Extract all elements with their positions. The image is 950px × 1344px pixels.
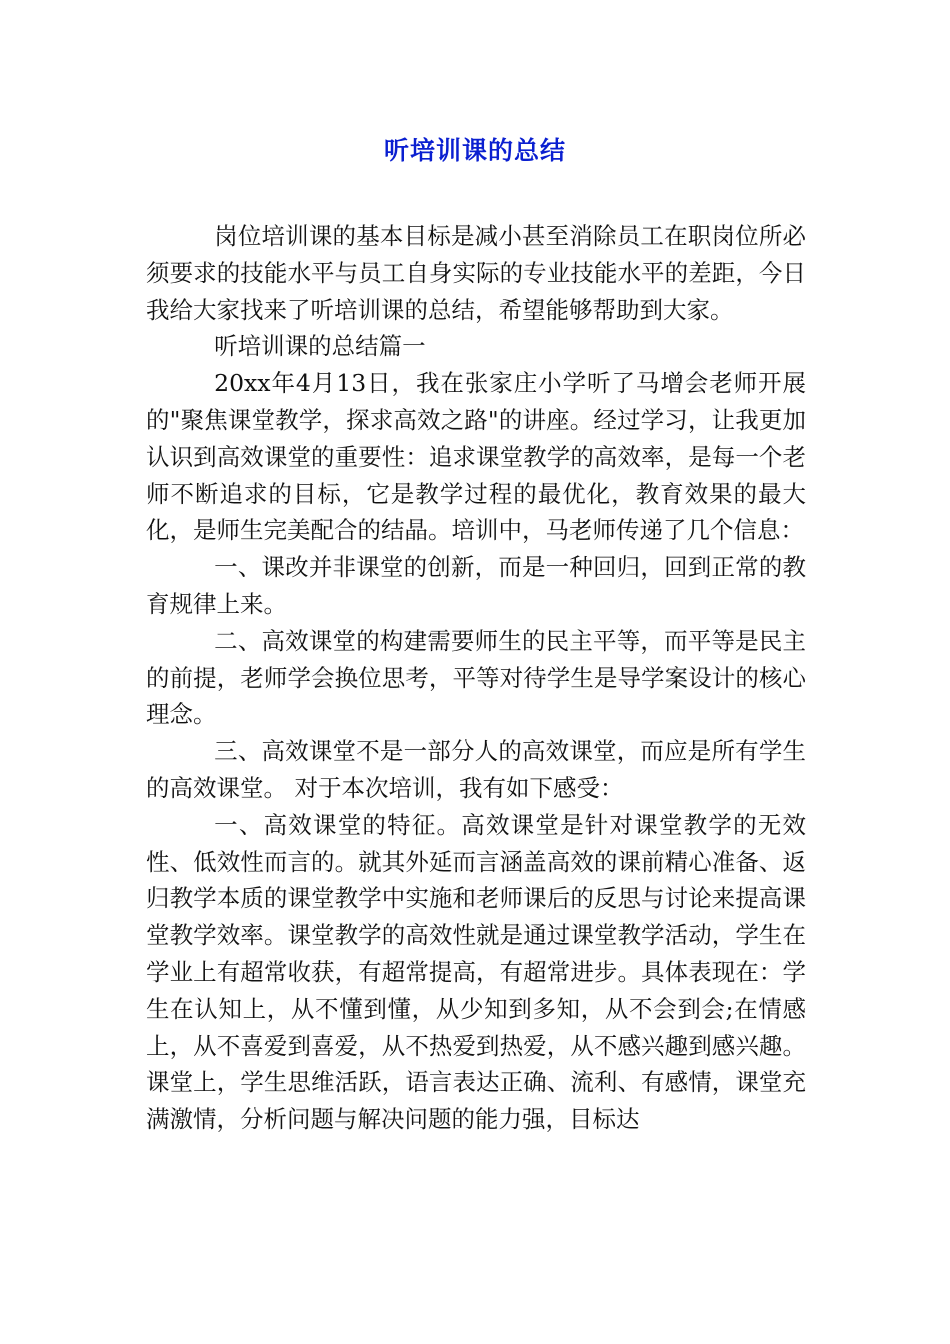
point-paragraph-3: 三、高效课堂不是一部分人的高效课堂，而应是所有学生的高效课堂。 对于本次培训，我有如下感受：: [146, 737, 806, 802]
document-title: 听培训课的总结: [383, 136, 566, 165]
point-paragraph-2: 二、高效课堂的构建需要师生的民主平等，而平等是民主的前提，老师学会换位思考，平等对待学生是导学案设计的核心理念。: [146, 626, 806, 729]
document-body: [146, 218, 806, 1138]
intro-paragraph: 岗位培训课的基本目标是减小甚至消除员工在职岗位所必须要求的技能水平与员工自身实际的专业技能水平的差距，今日我给大家找来了听培训课的总结，希望能够帮助到大家。: [146, 222, 806, 324]
body-paragraph: 20xx年4月13日，我在张家庄小学听了马增会老师开展的"聚焦课堂教学，探求高效之路"的讲座。经过学习，让我更加认识到高效课堂的重要性：追求课堂教学的高效率，是每一个老师不断追求的目标，它是教学过程的最优化，教育效果的最大化，是师生完美配合的结晶。培训中，马老师传递了几个信息：: [146, 369, 806, 545]
feeling-paragraph-1: 一、高效课堂的特征。高效课堂是针对课堂教学的无效性、低效性而言的。就其外延而言涵盖高效的课前精心准备、返归教学本质的课堂教学中实施和老师课后的反思与讨论来提高课堂教学效率。课堂教学的高效性就是通过课堂教学活动，学生在学业上有超常收获，有超常提高，有超常进步。具体表现在：学生在认知上，从不懂到懂，从少知到多知，从不会到会;在情感上，从不喜爱到喜爱，从不热爱到热爱，从不感兴趣到感兴趣。课堂上，学生思维活跃，语言表达正确、流利、有感情，课堂充满激情，分析问题与解决问题的能力强，目标达: [146, 810, 806, 1134]
section-heading: 听培训课的总结篇一: [214, 332, 426, 361]
point-paragraph-1: 一、课改并非课堂的创新，而是一种回归，回到正常的教育规律上来。: [146, 553, 806, 618]
